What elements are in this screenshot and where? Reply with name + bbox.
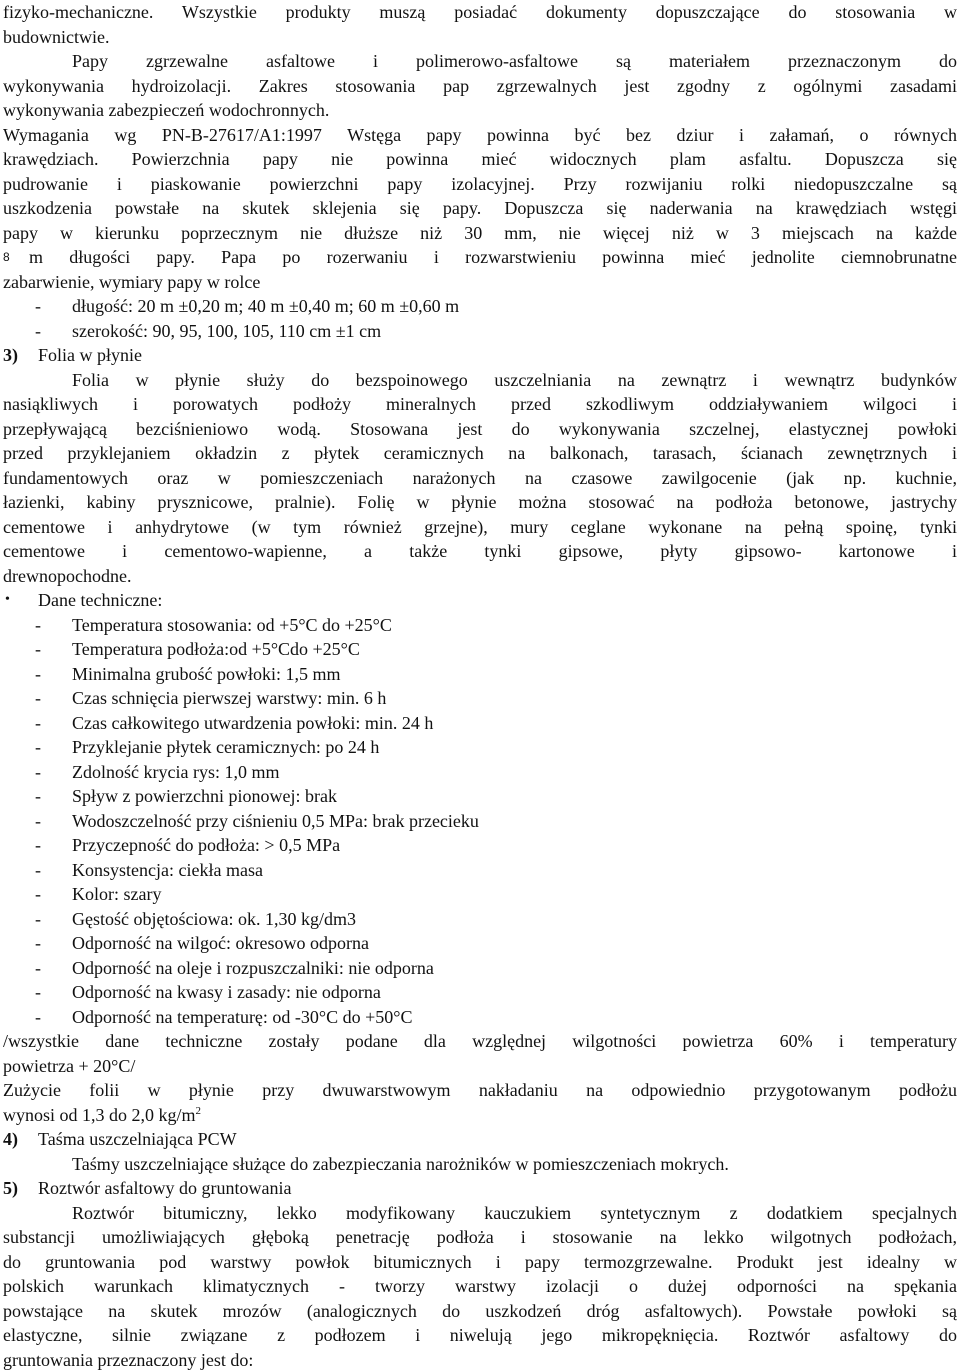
dash-marker: - [35,686,41,710]
dash-marker: - [35,662,41,686]
dash-marker: - [35,956,41,980]
tech-data-item-text: Przyklejanie płytek ceramicznych: po 24 h [72,737,379,757]
section-title: Roztwór asfaltowy do gruntowania [38,1178,291,1198]
tech-data-item-text: Temperatura stosowania: od +5°C do +25°C [72,615,392,635]
text-line: przepływającą bezciśnieniowo wodą. Stosowana jest do wykonywania szczelnej, elastycznej powłoki [3,417,957,442]
tech-heading-text: Dane techniczne: [38,590,162,610]
dash-marker: - [35,980,41,1004]
text-line: budownictwie. [3,25,957,50]
tech-data-item-text: Minimalna grubość powłoki: 1,5 mm [72,664,340,684]
text-line: pudrowanie i piaskowanie powierzchni papy izolacyjnej. Przy rozwijaniu rolki niedopuszczalne są [3,172,957,197]
dash-marker: - [35,711,41,735]
dash-marker: - [35,613,41,637]
tech-data-item-text: Odporność na temperaturę: od -30°C do +50°C [72,1007,412,1027]
dash-marker: - [35,319,41,343]
tech-data-item [3,686,957,711]
tech-data-item [3,956,957,981]
text-line: Taśmy uszczelniające służące do zabezpieczania narożników w pomieszczeniach mokrych. [3,1152,957,1177]
text-line [3,245,957,270]
tech-data-item-text: Kolor: szary [72,884,161,904]
dash-marker: - [35,882,41,906]
section-heading [3,1127,957,1152]
text-line: papy w kierunku poprzecznym nie dłuższe niż 30 mm, nie więcej niż w 3 miejscach na każde [3,221,957,246]
text-line: powstające na skutek mrozów (analogicznych do uszkodzeń dróg asfaltowych). Powstałe powłoki są [3,1299,957,1324]
tech-data-item-text: Wodoszczelność przy ciśnieniu 0,5 MPa: brak przecieku [72,811,479,831]
section-title: Folia w płynie [38,345,142,365]
section-3 [3,343,957,1127]
tech-data-item [3,735,957,760]
tech-data-item-text: Czas całkowitego utwardzenia powłoki: min. 24 h [72,713,433,733]
text-line: elastyczne, silnie związane z podłozem i niwelują jego mikropęknięcia. Roztwór asfaltowy do [3,1323,957,1348]
text-line: łazienki, kabiny prysznicowe, pralnie). Folię w płynie można stosować na podłoża betonowe, jastrychy [3,490,957,515]
tech-data-item-text: Temperatura podłoża:od +5°Cdo +25°C [72,639,360,659]
text-line: do gruntowania pod warstwy powłok bitumicznych i papy termozgrzewalne. Produkt jest idealny w [3,1250,957,1275]
text-line: powietrza + 20°C/ [3,1054,957,1079]
text-line: Zużycie folii w płynie przy dwuwarstwowym nakładaniu na odpowiednio przygotowanym podłożu [3,1078,957,1103]
text-line: zabarwienie, wymiary papy w rolce [3,270,957,295]
text-line: wykonywania zabezpieczeń wodochronnych. [3,98,957,123]
dash-marker: - [35,858,41,882]
tech-data-item [3,662,957,687]
section-heading [3,1176,957,1201]
text-line: fundamentowych oraz w pomieszczeniach narażonych na czasowe zawilgocenie (jak np. kuchnie, [3,466,957,491]
tech-data-item [3,858,957,883]
tech-data-item [3,907,957,932]
superscript: 2 [196,1105,202,1117]
tech-data-item-text: Odporność na wilgoć: okresowo odporna [72,933,369,953]
text-line: Roztwór bitumiczny, lekko modyfikowany kauczukiem syntetycznym z dodatkiem specjalnych [3,1201,957,1226]
dash-marker: - [35,907,41,931]
section-title: Taśma uszczelniająca PCW [38,1129,237,1149]
text-line: wykonywania hydroizolacji. Zakres stosowania pap zgrzewalnych jest zgodny z ogólnymi zasadami [3,74,957,99]
section-4 [3,1127,957,1176]
dash-marker: - [35,1005,41,1029]
dash-marker: - [35,735,41,759]
tech-data-item [3,809,957,834]
tech-heading [3,588,957,613]
section-heading [3,343,957,368]
section-number: 5) [3,1176,38,1200]
tech-data-item [3,760,957,785]
dash-marker: - [35,637,41,661]
text-line [3,1103,957,1128]
text-line: cementowe i anhydrytowe (w tym również grzejne), mury ceglane wykonane na pełną spoinę, tynki [3,515,957,540]
bullet-icon: • [5,588,10,612]
text-line: Folia w płynie służy do bezspoinowego uszczelniania na zewnątrz i wewnątrz budynków [3,368,957,393]
text-line: polskich warunkach klimatycznych - tworzy warstwy izolacji o dużej odporności na spękania [3,1274,957,1299]
dimensions-list [3,294,957,343]
text-line: nasiąkliwych i porowatych podłoży mineralnych przed szkodliwym oddziaływaniem wilgoci i [3,392,957,417]
text-line-rest: m długości papy. Papa po rozerwaniu i rozwarstwieniu powinna mieć jednolite ciemnobrunatne [29,245,957,269]
tech-data-item [3,980,957,1005]
list-item [3,294,957,319]
tech-data-item [3,711,957,736]
text-line: /wszystkie dane techniczne zostały podane dla względnej wilgotności powietrza 60% i temperatury [3,1029,957,1054]
dash-marker: - [35,833,41,857]
tech-data-item-text: Zdolność krycia rys: 1,0 mm [72,762,279,782]
tech-data-item [3,931,957,956]
dash-marker: - [35,931,41,955]
text-line: fizyko-mechaniczne. Wszystkie produkty muszą posiadać dokumenty dopuszczające do stosowania w [3,0,957,25]
tech-data-item-text: Przyczepność do podłoża: > 0,5 MPa [72,835,340,855]
tech-data-item [3,784,957,809]
section-number: 3) [3,343,38,367]
document-page [3,0,957,1372]
text-line: Papy zgrzewalne asfaltowe i polimerowo-asfaltowe są materiałem przeznaczonym do [3,49,957,74]
tech-data-item-text: Odporność na oleje i rozpuszczalniki: nie odporna [72,958,434,978]
dash-marker: - [35,809,41,833]
text-line: cementowe i cementowo-wapienne, a także tynki gipsowe, płyty gipsowo- kartonowe i [3,539,957,564]
text-line: substancji umożliwiających głęboką penetrację podłoża i stosowanie na lekko wilgotnych podłożach, [3,1225,957,1250]
list-item [3,319,957,344]
tech-data-list [3,613,957,1030]
tech-data-item-text: Konsystencja: ciekła masa [72,860,263,880]
tech-data-item [3,833,957,858]
usage-text: wynosi od 1,3 do 2,0 kg/m [3,1105,196,1125]
tech-data-item [3,637,957,662]
tech-data-item [3,613,957,638]
list-item-text: długość: 20 m ±0,20 m; 40 m ±0,40 m; 60 m ±0,60 m [72,296,459,316]
text-line: krawędziach. Powierzchnia papy nie powinna mieć widocznych plam asfaltu. Dopuszcza się [3,147,957,172]
tech-data-item-text: Odporność na kwasy i zasady: nie odporna [72,982,381,1002]
section-5 [3,1176,957,1372]
dash-marker: - [35,784,41,808]
text-line: drewnopochodne. [3,564,957,589]
text-line: gruntowania przeznaczony jest do: [3,1348,957,1372]
text-line: Wymagania wg PN-B-27617/A1:1997 Wstęga papy powinna być bez dziur i załamań, o równych [3,123,957,148]
dash-marker: - [35,760,41,784]
tech-data-item-text: Spływ z powierzchni pionowej: brak [72,786,337,806]
text-line: uszkodzenia powstałe na skutek sklejenia się papy. Dopuszcza się naderwania na krawędziach wstęgi [3,196,957,221]
length-number: 8 [3,245,29,270]
tech-data-item [3,1005,957,1030]
tech-data-item-text: Gęstość objętościowa: ok. 1,30 kg/dm3 [72,909,356,929]
tech-data-item-text: Czas schnięcia pierwszej warstwy: min. 6 h [72,688,386,708]
section-number: 4) [3,1127,38,1151]
dash-marker: - [35,294,41,318]
list-item-text: szerokość: 90, 95, 100, 105, 110 cm ±1 cm [72,321,381,341]
section-2-body [3,0,957,343]
text-line: przed przyklejaniem okładzin z płytek ceramicznych na balkonach, tarasach, ścianach zewnętrznych i [3,441,957,466]
tech-data-item [3,882,957,907]
